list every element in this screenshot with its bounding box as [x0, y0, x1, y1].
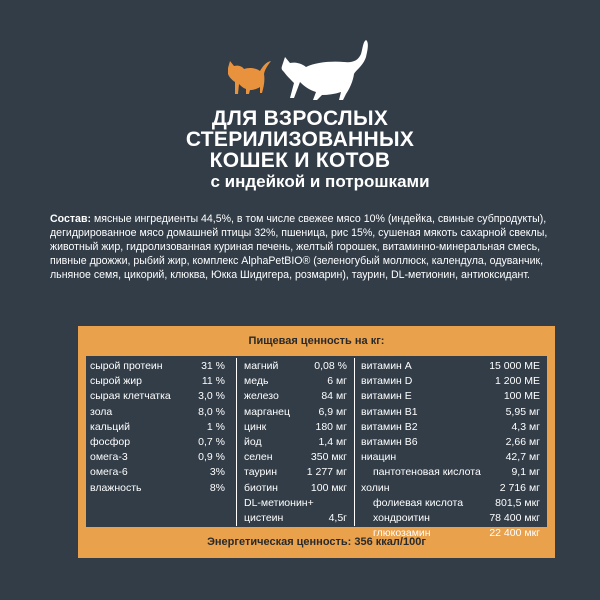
nutrient-row: [361, 435, 540, 450]
nutrient-row: [244, 465, 347, 480]
nutrient-name: глюкозамин: [373, 527, 431, 540]
nutrient-row: [361, 389, 540, 404]
nutrient-name: витамин Е: [361, 390, 412, 403]
nutrient-name: зола: [90, 405, 113, 418]
composition-label: Состав:: [50, 213, 91, 225]
nutrient-row: [90, 435, 225, 450]
nutrient-value: 180 мг: [315, 420, 347, 433]
nutrient-row: [361, 496, 540, 511]
nutrient-name: хондроитин: [373, 511, 430, 524]
nutrient-value: 31 %: [201, 360, 225, 372]
nutrient-name: сырая клетчатка: [90, 390, 171, 403]
nutrient-row: [90, 389, 225, 404]
nutrient-row: [90, 450, 225, 465]
nutrient-name: кальций: [90, 420, 131, 433]
nutrient-row: [90, 405, 225, 420]
nutrient-row: [244, 481, 347, 496]
nutrient-name: селен: [244, 451, 273, 464]
nutrient-row: [90, 465, 225, 480]
nutrient-value: 1,4 мг: [318, 435, 347, 448]
nutrient-value: 3,0 %: [198, 390, 225, 403]
nutrient-row: [244, 496, 347, 511]
nutrient-name: омега-6: [90, 466, 128, 479]
nutrient-name: витамин В6: [361, 435, 418, 448]
cats-illustration: [222, 36, 378, 102]
column-divider: [354, 358, 355, 526]
nutrient-name: биотин: [244, 481, 278, 494]
nutrient-value: 15 000 МЕ: [489, 360, 540, 372]
nutrient-value: 1 %: [206, 420, 225, 433]
nutrient-value: 0,08 %: [314, 360, 347, 372]
nutrient-name: таурин: [244, 466, 278, 479]
nutrient-row: [361, 405, 540, 420]
nutrient-name: витамин А: [361, 360, 412, 372]
nutrition-column-2: [244, 359, 347, 526]
nutrient-value: 78 400 мкг: [489, 511, 540, 524]
nutrient-row: [361, 374, 540, 389]
nutrient-value: 22 400 мкг: [489, 527, 540, 540]
nutrient-value: 8%: [209, 481, 225, 494]
nutrient-value: 6 мг: [327, 375, 347, 388]
nutrient-row: [244, 435, 347, 450]
nutrient-name: магний: [244, 360, 279, 372]
nutrition-table: [86, 356, 547, 540]
nutrient-value: 9,1 мг: [511, 466, 540, 479]
nutrient-value: 1 277 мг: [306, 466, 347, 479]
title-line-1: ДЛЯ ВЗРОСЛЫХ: [211, 107, 389, 130]
nutrient-name: марганец: [244, 405, 290, 418]
nutrient-value: 2,66 мг: [505, 435, 540, 448]
nutrient-name: сырой протеин: [90, 360, 163, 372]
column-divider: [236, 358, 237, 526]
nutrient-value: 0,7 %: [198, 435, 225, 448]
composition: [50, 212, 560, 282]
nutrient-row: [244, 359, 347, 374]
nutrient-value: 2 716 мг: [499, 481, 540, 494]
nutrient-name: цистеин: [244, 511, 284, 524]
nutrient-value: 6,9 мг: [318, 405, 347, 418]
nutrient-name: йод: [244, 435, 262, 448]
nutrition-column-1: [90, 359, 225, 496]
nutrient-row: [244, 511, 347, 526]
nutrient-row: [361, 359, 540, 374]
nutrient-value: 801,5 мкг: [495, 496, 540, 509]
title-line-3: КОШЕК И КОТОВ: [209, 149, 391, 172]
nutrient-value: 1 200 МЕ: [495, 375, 540, 388]
nutrient-value: 84 мг: [321, 390, 347, 403]
nutrient-row: [361, 450, 540, 465]
nutrient-value: 4,5г: [328, 511, 347, 524]
nutrient-row: [244, 405, 347, 420]
nutrient-value: 100 МЕ: [503, 390, 540, 403]
nutrient-name: сырой жир: [90, 375, 142, 388]
nutrient-name: фосфор: [90, 435, 131, 448]
nutrient-row: [361, 481, 540, 496]
nutrient-name: медь: [244, 375, 269, 388]
nutrient-name: железо: [244, 390, 279, 403]
nutrient-name: ниацин: [361, 451, 397, 464]
nutrient-row: [361, 420, 540, 435]
subtitle: с индейкой и потрошками: [210, 172, 430, 191]
nutrition-panel: [78, 326, 555, 558]
nutrient-row: [244, 374, 347, 389]
nutrient-row: [244, 389, 347, 404]
nutrition-header: Пищевая ценность на кг:: [248, 335, 385, 347]
energy-value: Энергетическая ценность: 356 ккал/100г: [207, 536, 426, 548]
nutrition-column-3: [361, 359, 540, 541]
nutrient-row: [90, 481, 225, 496]
nutrient-value: 3%: [209, 466, 225, 479]
nutrient-value: 8,0 %: [198, 405, 225, 418]
nutrient-value: 350 мкг: [310, 451, 347, 464]
nutrient-row: [244, 420, 347, 435]
nutrient-value: 42,7 мг: [505, 451, 540, 464]
nutrient-value: 0,9 %: [198, 451, 225, 464]
nutrient-row: [244, 450, 347, 465]
nutrient-value: 11 %: [201, 375, 225, 388]
nutrient-value: 100 мкг: [310, 481, 347, 494]
composition-text: мясные ингредиенты 44,5%, в том числе свежее мясо 10% (индейка, свиные субпродукты), дегидрированное мясо домашней птицы 32%, пшеница, рис 15%, сушеная мякоть сахарной свеклы, животный жир, гидролизованная куриная печень, желтый горошек, витаминно-минеральная смесь, пивные дрожжи, рыбий жир, комплекс AlphaPetBIO® (зеленогубый моллюск, календула, одуванчик, льняное семя, цикорий, клюква, Юкка Шидигера, розмарин), таурин, DL-метионин, антиоксидант.: [50, 213, 548, 281]
nutrient-name: витамин В1: [361, 405, 418, 418]
nutrient-name: влажность: [90, 481, 142, 494]
nutrient-name: холин: [361, 481, 390, 494]
nutrient-name: фолиевая кислота: [373, 496, 464, 509]
nutrient-name: цинк: [244, 420, 267, 433]
nutrient-row: [90, 359, 225, 374]
nutrient-value: 4,3 мг: [511, 420, 540, 433]
nutrient-name: витамин В2: [361, 420, 418, 433]
nutrient-value: 5,95 мг: [505, 405, 540, 418]
nutrient-row: [361, 465, 540, 480]
title-line-2: СТЕРИЛИЗОВАННЫХ: [185, 128, 415, 151]
nutrient-name: DL-метионин+: [244, 496, 314, 509]
nutrient-name: омега-3: [90, 451, 128, 464]
nutrient-name: пантотеновая кислота: [373, 466, 481, 479]
nutrient-row: [361, 511, 540, 526]
nutrient-row: [90, 420, 225, 435]
kitten-icon: [228, 61, 271, 94]
cat-icon: [282, 40, 368, 100]
nutrient-row: [90, 374, 225, 389]
nutrient-name: витамин D: [361, 375, 413, 388]
